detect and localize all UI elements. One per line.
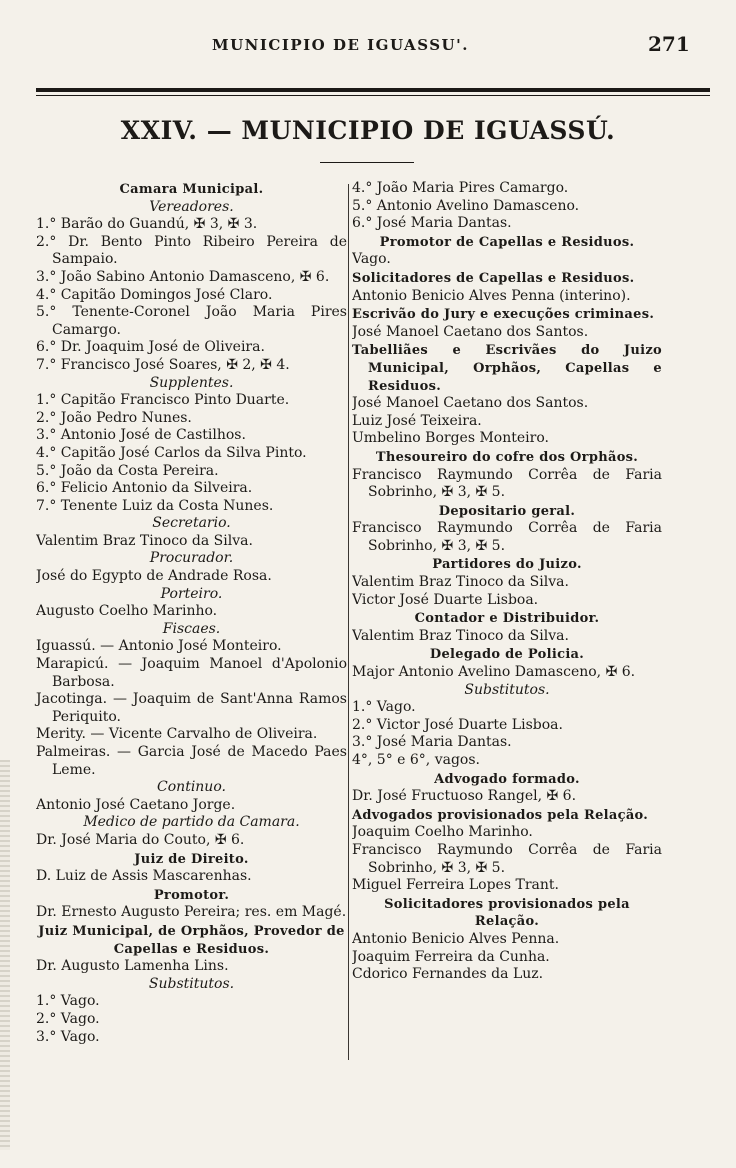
section-heading: Escrivão do Jury e execuções criminaes.	[352, 307, 655, 323]
entry: Dr. José Maria do Couto, ✠ 6.	[36, 831, 245, 848]
list-item: Cdorico Fernandes da Luz.	[352, 966, 544, 983]
list-item: Merity. — Vicente Carvalho de Oliveira.	[36, 726, 318, 743]
subsection-heading: Secretario.	[152, 515, 231, 532]
section-heading: Solicitadores de Capellas e Residuos.	[352, 270, 635, 286]
section-heading: Thesoureiro do cofre dos Orphãos.	[375, 449, 639, 465]
list-item: Joaquim Ferreira da Cunha.	[352, 948, 550, 965]
section-heading: Depositario geral.	[438, 503, 576, 519]
running-head: MUNICIPIO DE IGUASSU'.	[212, 36, 469, 54]
list-item: Francisco Raymundo Corrêa de Faria Sobrinho, ✠ 3, ✠ 5.	[352, 841, 662, 876]
entry: José Manoel Caetano dos Santos.	[352, 323, 589, 340]
list-item: 4.° Capitão José Carlos da Silva Pinto.	[36, 444, 307, 461]
list-item: Antonio Benicio Alves Penna.	[352, 930, 560, 947]
list-item: Marapicú. — Joaquim Manoel d'Apolonio Barbosa.	[36, 656, 347, 690]
subsection-heading: Medico de partido da Camara.	[83, 814, 300, 831]
list-item: 4.° Capitão Domingos José Claro.	[36, 286, 273, 303]
entry: Vago.	[352, 251, 391, 268]
list-item: 3.° José Maria Dantas.	[352, 734, 512, 751]
list-item: Miguel Ferreira Lopes Trant.	[352, 877, 559, 894]
list-item: 4.° João Maria Pires Camargo.	[352, 180, 569, 196]
entry: José do Egypto de Andrade Rosa.	[36, 568, 272, 585]
section-heading: Promotor.	[153, 887, 230, 903]
list-item: 7.° Tenente Luiz da Costa Nunes.	[36, 497, 274, 514]
list-item: 2.° Victor José Duarte Lisboa.	[352, 716, 563, 733]
section-heading: Solicitadores provisionados pela Relação.	[384, 896, 630, 930]
list-item: José Manoel Caetano dos Santos.	[352, 395, 589, 412]
list-item: 3.° Antonio José de Castilhos.	[36, 427, 246, 444]
entry: Dr. Ernesto Augusto Pereira; res. em Magé.	[36, 904, 347, 921]
list-item: 2.° João Pedro Nunes.	[36, 409, 192, 426]
subsection-heading: Porteiro.	[160, 585, 223, 602]
column-divider	[348, 184, 349, 1060]
section-heading: Promotor de Capellas e Residuos.	[379, 234, 635, 250]
entry: Major Antonio Avelino Damasceno, ✠ 6.	[352, 664, 636, 681]
subsection-heading: Supplentes.	[149, 374, 234, 391]
list-item: 1.° Vago.	[352, 699, 416, 716]
entry: Antonio José Caetano Jorge.	[36, 796, 236, 813]
subsection-heading: Vereadores.	[149, 198, 234, 215]
section-heading: Partidores do Juizo.	[432, 557, 582, 573]
list-item: 3.° João Sabino Antonio Damasceno, ✠ 6.	[36, 268, 330, 285]
list-item: Iguassú. — Antonio José Monteiro.	[36, 638, 282, 655]
entry: Francisco Raymundo Corrêa de Faria Sobrinho, ✠ 3, ✠ 5.	[352, 466, 662, 501]
list-item: Palmeiras. — Garcia José de Macedo Paes Leme.	[36, 744, 347, 778]
section-heading: Advogados provisionados pela Relação.	[352, 807, 649, 823]
subsection-heading: Substitutos.	[148, 975, 235, 992]
entry: Valentim Braz Tinoco da Silva.	[352, 627, 569, 644]
list-item: 1.° Capitão Francisco Pinto Duarte.	[36, 392, 290, 409]
list-item: 5.° Antonio Avelino Damasceno.	[352, 197, 580, 214]
subsection-heading: Fiscaes.	[162, 620, 221, 637]
binding-edge	[0, 760, 10, 1150]
section-heading: Juiz de Direito.	[134, 851, 249, 867]
list-item: 1.° Vago.	[36, 993, 100, 1010]
section-heading: Contador e Distribuidor.	[414, 611, 600, 627]
list-item: 6.° José Maria Dantas.	[352, 215, 512, 232]
list-item: Victor José Duarte Lisboa.	[352, 591, 539, 608]
header-rule-thin	[36, 95, 710, 96]
section-heading: Juiz Municipal, de Orphãos, Provedor de Capellas e Residuos.	[38, 923, 345, 957]
subsection-heading: Substitutos.	[464, 681, 550, 698]
entry: Valentim Braz Tinoco da Silva.	[36, 532, 253, 549]
chapter-title: XXIV. — MUNICIPIO DE IGUASSÚ.	[120, 116, 616, 145]
header-rule-thick	[36, 88, 710, 92]
list-item: Umbelino Borges Monteiro.	[352, 430, 549, 447]
list-item: Luiz José Teixeira.	[352, 412, 482, 429]
subsection-heading: Procurador.	[149, 550, 234, 567]
entry: Antonio Benicio Alves Penna (interino).	[352, 287, 631, 304]
list-item: 6.° Dr. Joaquim José de Oliveira.	[36, 339, 265, 356]
list-item: 1.° Barão do Guandú, ✠ 3, ✠ 3.	[36, 216, 258, 233]
page-number: 271	[648, 32, 690, 56]
entry: Dr. José Fructuoso Rangel, ✠ 6.	[352, 788, 577, 805]
section-heading: Camara Municipal.	[119, 182, 264, 197]
list-item: 4°, 5° e 6°, vagos.	[352, 752, 480, 768]
section-heading: Advogado formado.	[434, 771, 580, 787]
entry: Francisco Raymundo Corrêa de Faria Sobrinho, ✠ 3, ✠ 5.	[352, 520, 662, 554]
list-item: 7.° Francisco José Soares, ✠ 2, ✠ 4.	[36, 356, 290, 373]
left-column	[36, 180, 347, 1046]
section-heading: Delegado de Policia.	[429, 647, 585, 663]
right-column	[352, 180, 662, 984]
list-item: 3.° Vago.	[36, 1028, 100, 1045]
entry: Augusto Coelho Marinho.	[36, 603, 218, 620]
list-item: Jacotinga. — Joaquim de Sant'Anna Ramos Periquito.	[36, 691, 347, 725]
list-item: 5.° Tenente-Coronel João Maria Pires Camargo.	[36, 304, 347, 338]
subsection-heading: Continuo.	[157, 779, 226, 796]
title-rule	[320, 162, 414, 163]
section-heading: Tabelliães e Escrivães do Juizo Municipal, Orphãos, Capellas e Residuos.	[352, 343, 662, 394]
list-item: Joaquim Coelho Marinho.	[352, 824, 533, 841]
entry: D. Luiz de Assis Mascarenhas.	[36, 868, 252, 885]
list-item: Valentim Braz Tinoco da Silva.	[352, 574, 569, 591]
list-item: 5.° João da Costa Pereira.	[36, 462, 219, 479]
entry: Dr. Augusto Lamenha Lins.	[36, 958, 229, 975]
list-item: 2.° Dr. Bento Pinto Ribeiro Pereira de Sampaio.	[36, 233, 347, 268]
list-item: 2.° Vago.	[36, 1010, 100, 1027]
list-item: 6.° Felicio Antonio da Silveira.	[36, 480, 253, 497]
